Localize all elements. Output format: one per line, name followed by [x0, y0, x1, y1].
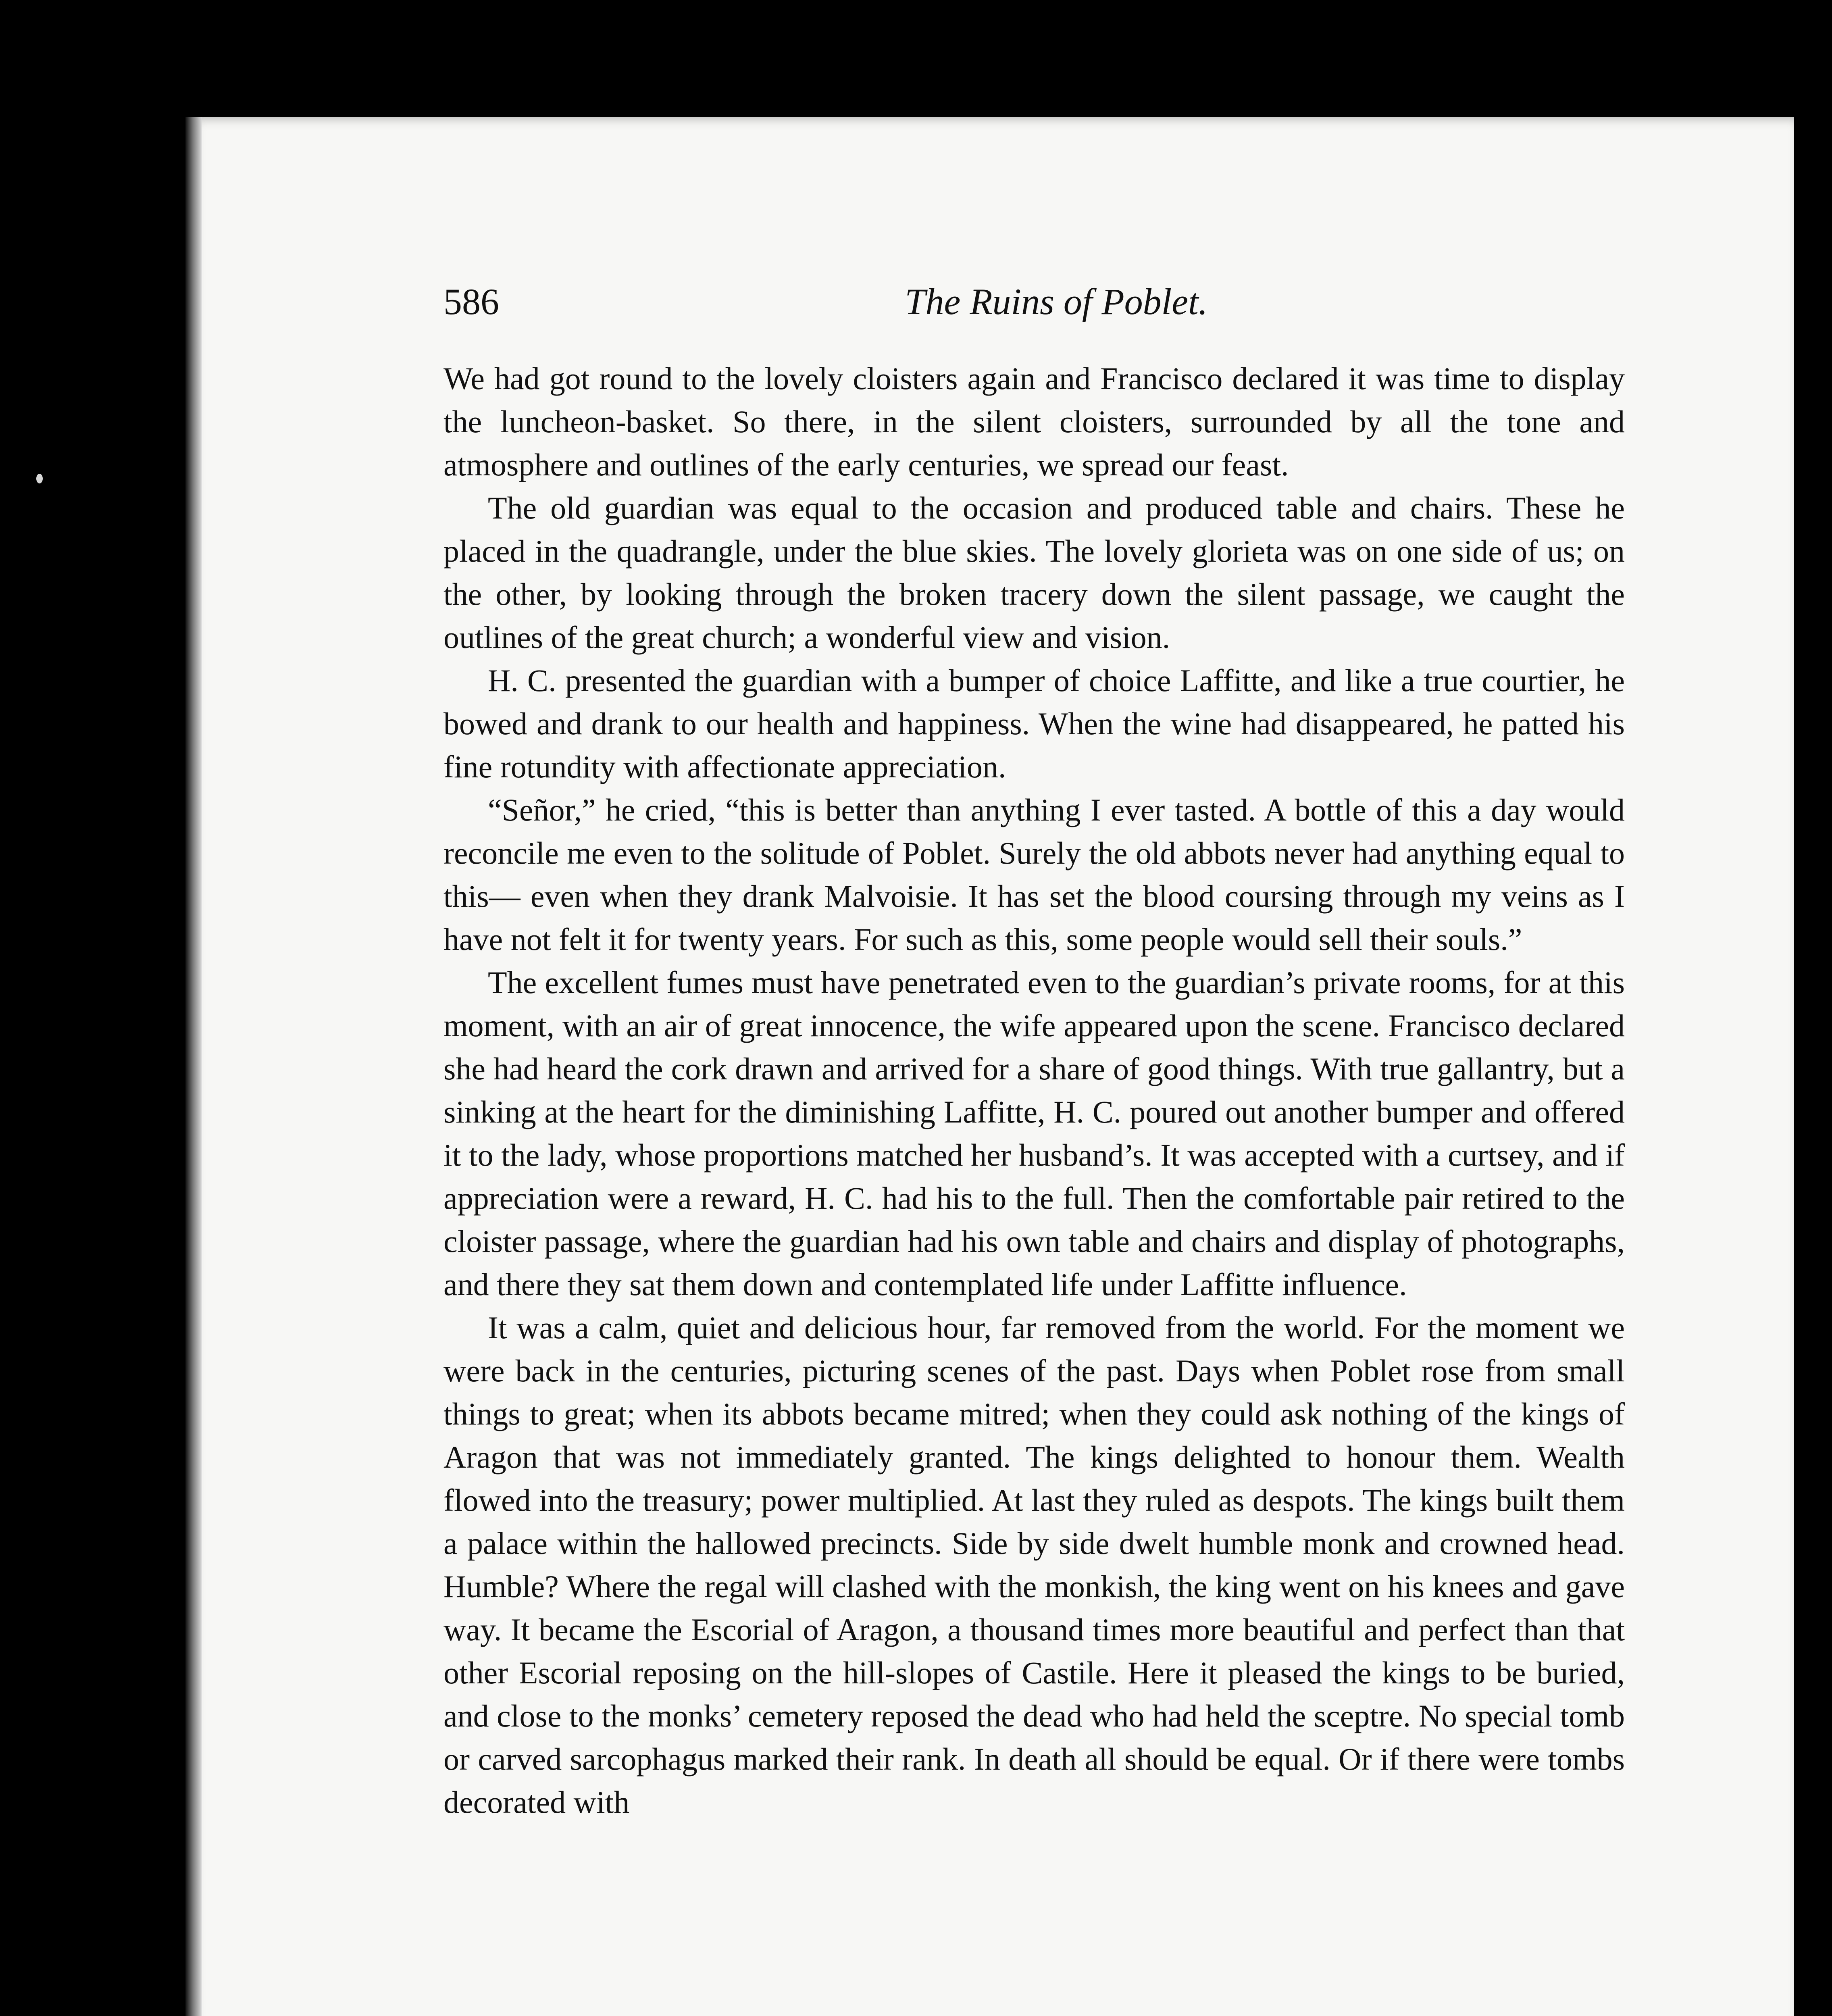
body-text [443, 357, 1625, 1824]
paragraph: “Señor,” he cried, “this is better than anything I ever tasted. A bottle of this a day would reconcile me even to the solitude of Poblet. Surely the old abbots never had anything equal to this— even when they drank Malvoisie. It has set the blood coursing through my veins as I have not felt it for twenty years. For such as this, some people would sell their souls.” [443, 792, 1625, 957]
paragraph: The excellent fumes must have penetrated even to the guardian’s private rooms, for at this moment, with an air of great innocence, the wife appeared upon the scene. Francisco declared she had heard the cork drawn and arrived for a share of good things. With true gallantry, but a sinking at the heart for the diminishing Laffitte, H. C. poured out another bumper and offered it to the lady, whose proportions matched her husband’s. It was accepted with a curtsey, and if appreciation were a reward, H. C. had his to the full. Then the comfortable pair retired to the cloister passage, where the guardian had his own table and chairs and display of photographs, and there they sat them down and contemplated life under Laffitte influence. [443, 965, 1625, 1302]
page-number: 586 [443, 281, 499, 322]
running-title: The Ruins of Poblet. [905, 281, 1208, 322]
scan-speck [36, 474, 43, 483]
paragraph: It was a calm, quiet and delicious hour, far removed from the world. For the moment we were back in the centuries, picturing scenes of the past. Days when Poblet rose from small things to great; when its abbots became mitred; when they could ask nothing of the kings of Aragon that was not immediately granted. The kings delighted to honour them. Wealth flowed into the treasury; power multiplied. At last they ruled as despots. The kings built them a palace within the hallowed precincts. Side by side dwelt humble monk and crowned head. Humble? Where the regal will clashed with the monkish, the king went on his knees and gave way. It became the Escorial of Aragon, a thousand times more beautiful and perfect than that other Escorial reposing on the hill-slopes of Castile. Here it pleased the kings to be buried, and close to the monks’ cemetery reposed the dead who had held the sceptre. No special tomb or carved sarcophagus marked their rank. In death all should be equal. Or if there were tombs decorated with [443, 1310, 1625, 1820]
paragraph: H. C. presented the guardian with a bumper of choice Laffitte, and like a true courtier, he bowed and drank to our health and happiness. When the wine had disappeared, he patted his fine rotundity with affectionate appreciation. [443, 663, 1625, 784]
paragraph: The old guardian was equal to the occasion and produced table and chairs. These he placed in the quadrangle, under the blue skies. The lovely glorieta was on one side of us; on the other, by looking through the broken tracery down the silent passage, we caught the outlines of the great church; a wonderful view and vision. [443, 490, 1625, 655]
paragraph: We had got round to the lovely cloisters again and Francisco declared it was time to display the luncheon-basket. So there, in the silent cloisters, surrounded by all the tone and atmosphere and outlines of the early centuries, we spread our feast. [443, 361, 1625, 482]
page-binding-shadow [185, 117, 202, 2016]
page-right-edge [1794, 153, 1832, 2016]
page-header [443, 280, 1633, 329]
